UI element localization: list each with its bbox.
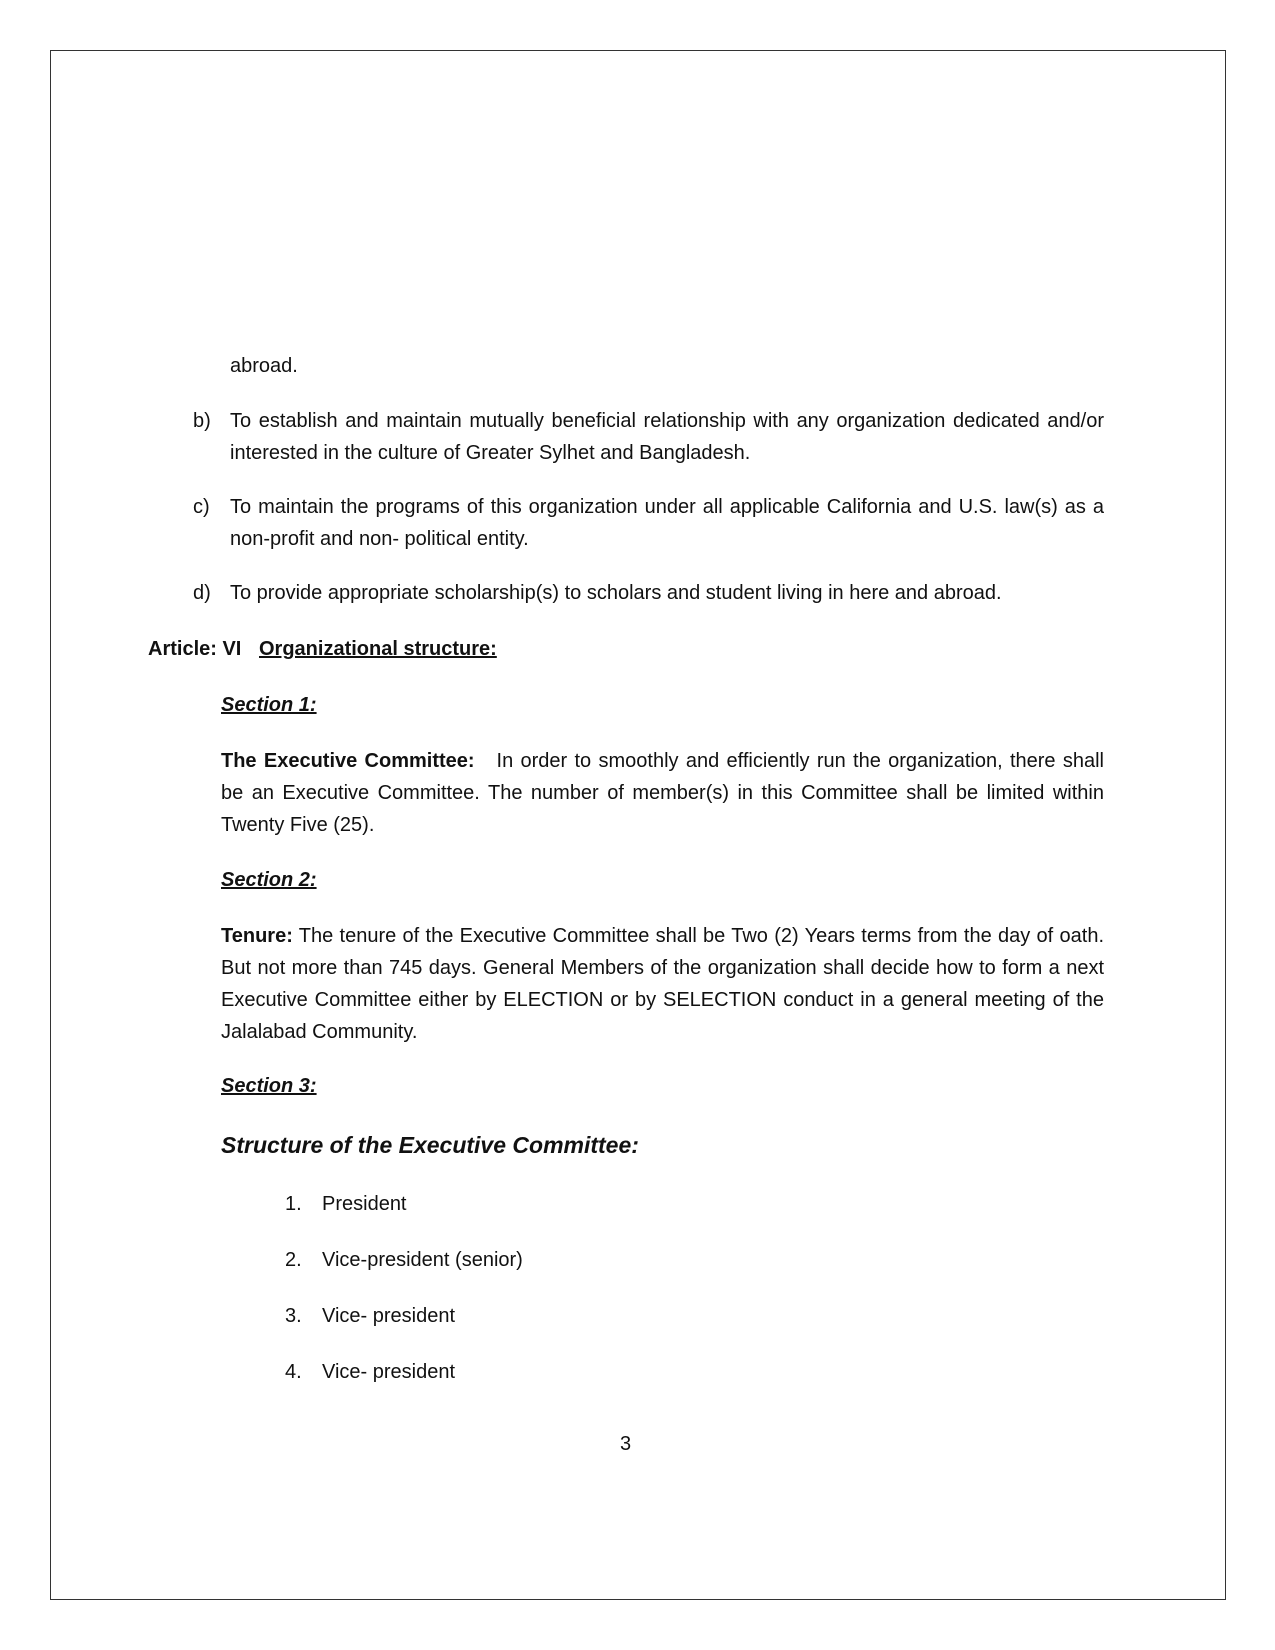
position-item: Vice- president [322, 1361, 456, 1383]
article-title: Organizational structure: [259, 638, 497, 660]
position-item: Vice- president [322, 1305, 456, 1327]
position-number: 4. [285, 1361, 302, 1383]
position-item: President [322, 1193, 407, 1215]
objective-marker: d) [193, 582, 211, 604]
position-number: 3. [285, 1305, 302, 1327]
section-2-heading: Section 2: [221, 869, 317, 891]
objective-item: To establish and maintain mutually beneficial relationship with any organization dedicated and/or interested in the culture of Greater Sylhet and Bangladesh. [230, 410, 1104, 464]
objective-item: To provide appropriate scholarship(s) to scholars and student living in here and abroad. [230, 582, 1002, 604]
objective-marker: c) [193, 496, 210, 518]
structure-title: Structure of the Executive Committee: [221, 1132, 639, 1158]
position-item: Vice-president (senior) [322, 1249, 523, 1271]
section-1-paragraph [221, 745, 1104, 841]
section-1-heading: Section 1: [221, 694, 317, 716]
position-number: 1. [285, 1193, 302, 1215]
page-number: 3 [620, 1433, 632, 1455]
position-number: 2. [285, 1249, 302, 1271]
continuation-text: abroad. [230, 355, 298, 377]
section-2-paragraph [221, 920, 1104, 1048]
objective-marker: b) [193, 410, 211, 432]
section-2-lead: Tenure: [221, 925, 293, 947]
section-3-heading: Section 3: [221, 1075, 317, 1097]
objective-item: To maintain the programs of this organization under all applicable California and U.S. law(s) as a non-profit and non- political entity. [230, 496, 1104, 550]
section-1-lead: The Executive Committee: [221, 750, 475, 772]
section-2-body: The tenure of the Executive Committee shall be Two (2) Years terms from the day of oath. But not more than 745 days. General Members of the organization shall decide how to form a next Executive Committee either by ELECTION or by SELECTION conduct in a general meeting of the Jalalabad Community. [221, 925, 1104, 1043]
article-label: Article: VI [148, 638, 242, 660]
section-1-body: In order to smoothly and efficiently run the organization, there shall be an Executive Committee. The number of member(s) in this Committee shall be limited within Twenty Five (25). [221, 750, 1104, 836]
